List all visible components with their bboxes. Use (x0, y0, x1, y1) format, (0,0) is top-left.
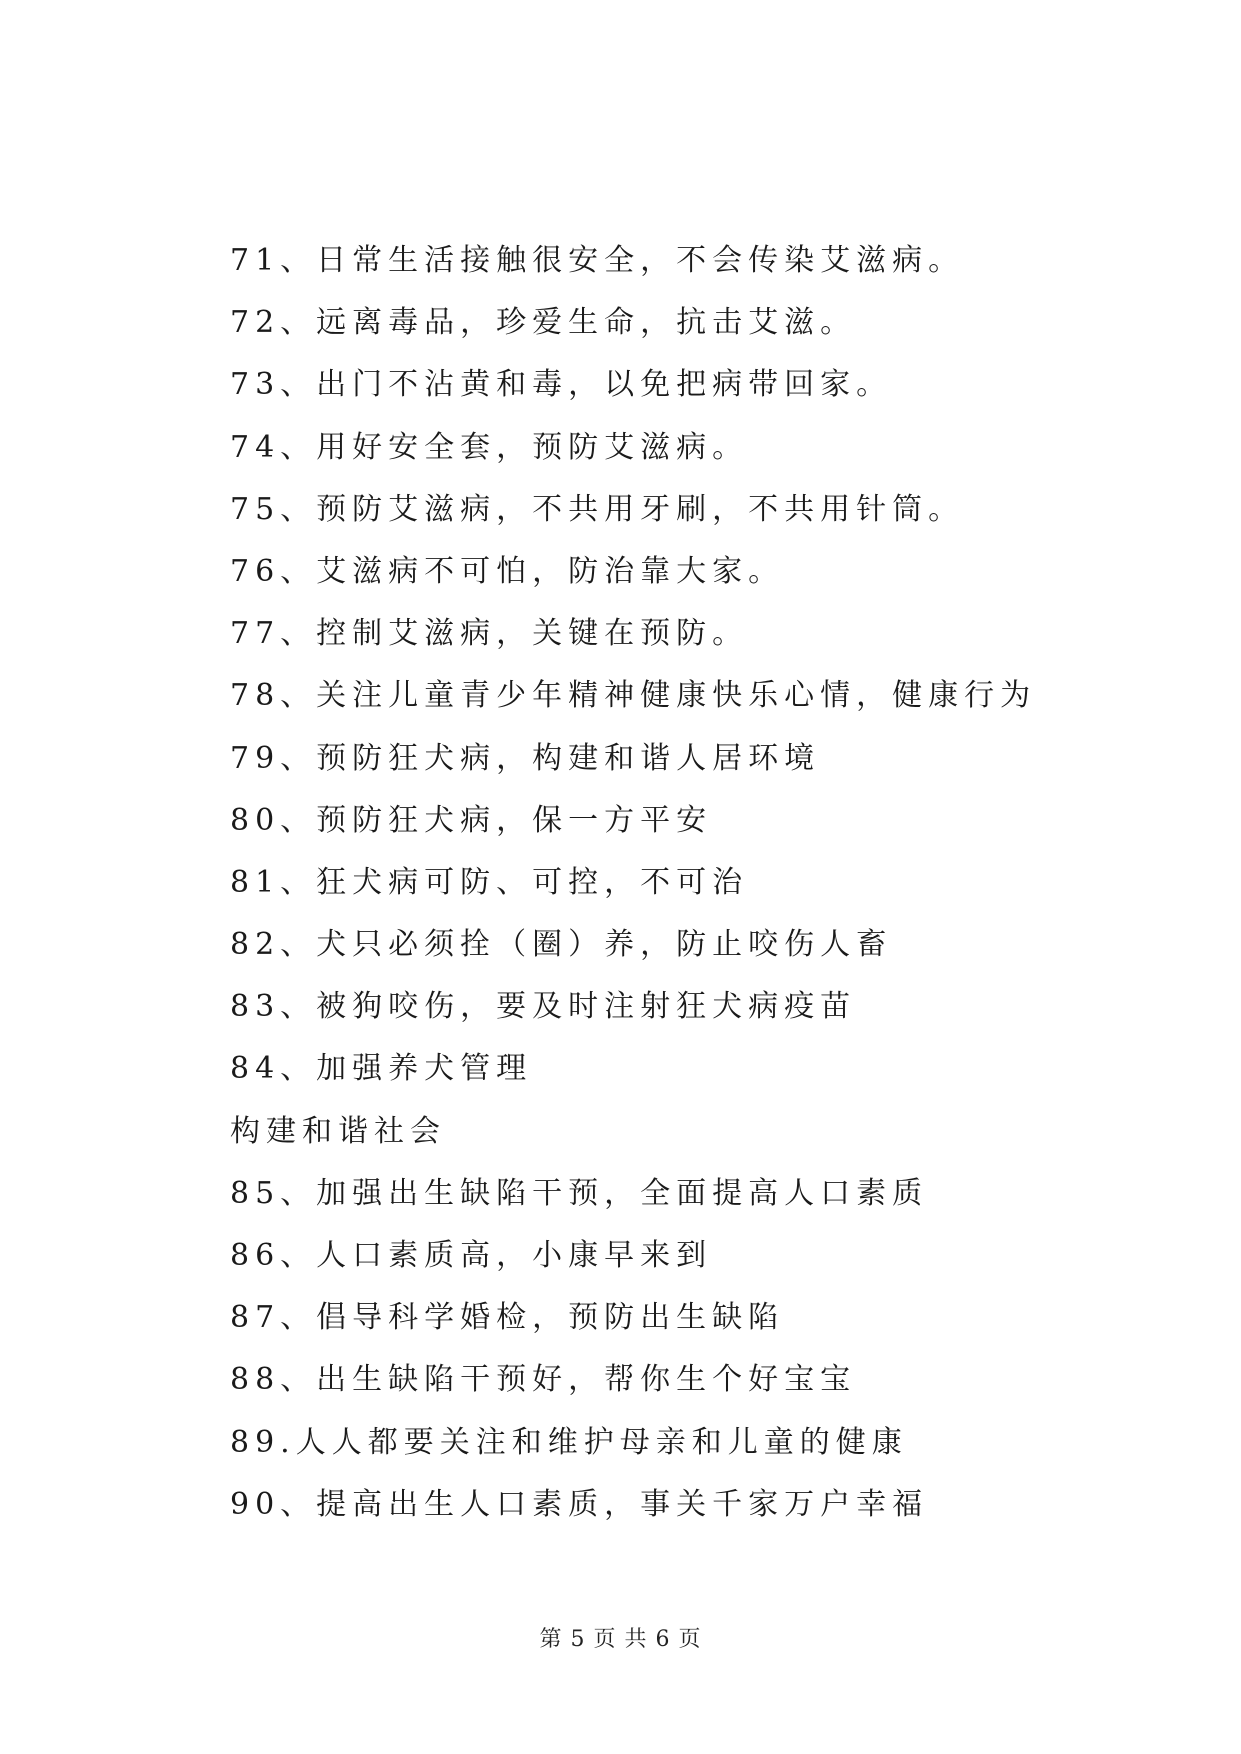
list-item: 82、犬只必须拴（圈）养，防止咬伤人畜 (230, 927, 893, 963)
list-item: 77、控制艾滋病，关键在预防。 (230, 616, 749, 652)
list-item: 85、加强出生缺陷干预，全面提高人口素质 (230, 1175, 929, 1211)
list-item: 86、人口素质高，小康早来到 (230, 1238, 713, 1273)
list-item: 79、预防狂犬病，构建和谐人居环境 (230, 740, 821, 776)
list-item: 88、出生缺陷干预好，帮你生个好宝宝 (230, 1362, 857, 1398)
page-footer: 第 5 页 共 6 页 (539, 1627, 702, 1652)
list-item: 84、加强养犬管理 (230, 1051, 533, 1087)
slogan-list (230, 230, 1130, 1536)
list-item: 80、预防狂犬病，保一方平安 (230, 802, 713, 838)
list-item: 72、远离毒品，珍爱生命，抗击艾滋。 (230, 305, 857, 341)
list-item: 75、预防艾滋病，不共用牙刷，不共用针筒。 (230, 491, 965, 527)
list-item: 78、关注儿童青少年精神健康快乐心情，健康行为 (230, 678, 1037, 714)
list-item: 89.人人都要关注和维护母亲和儿童的健康 (230, 1424, 908, 1460)
list-item: 76、艾滋病不可怕，防治靠大家。 (230, 553, 785, 589)
list-item: 74、用好安全套，预防艾滋病。 (230, 429, 749, 465)
section-heading: 构建和谐社会 (230, 1113, 446, 1149)
list-item: 81、狂犬病可防、可控，不可治 (230, 864, 749, 900)
list-item: 71、日常生活接触很安全，不会传染艾滋病。 (230, 243, 965, 278)
list-item: 87、倡导科学婚检，预防出生缺陷 (230, 1300, 785, 1336)
list-item: 83、被狗咬伤，要及时注射狂犬病疫苗 (230, 989, 857, 1025)
list-item: 90、提高出生人口素质，事关千家万户幸福 (230, 1486, 929, 1522)
list-item: 73、出门不沾黄和毒，以免把病带回家。 (230, 367, 893, 403)
